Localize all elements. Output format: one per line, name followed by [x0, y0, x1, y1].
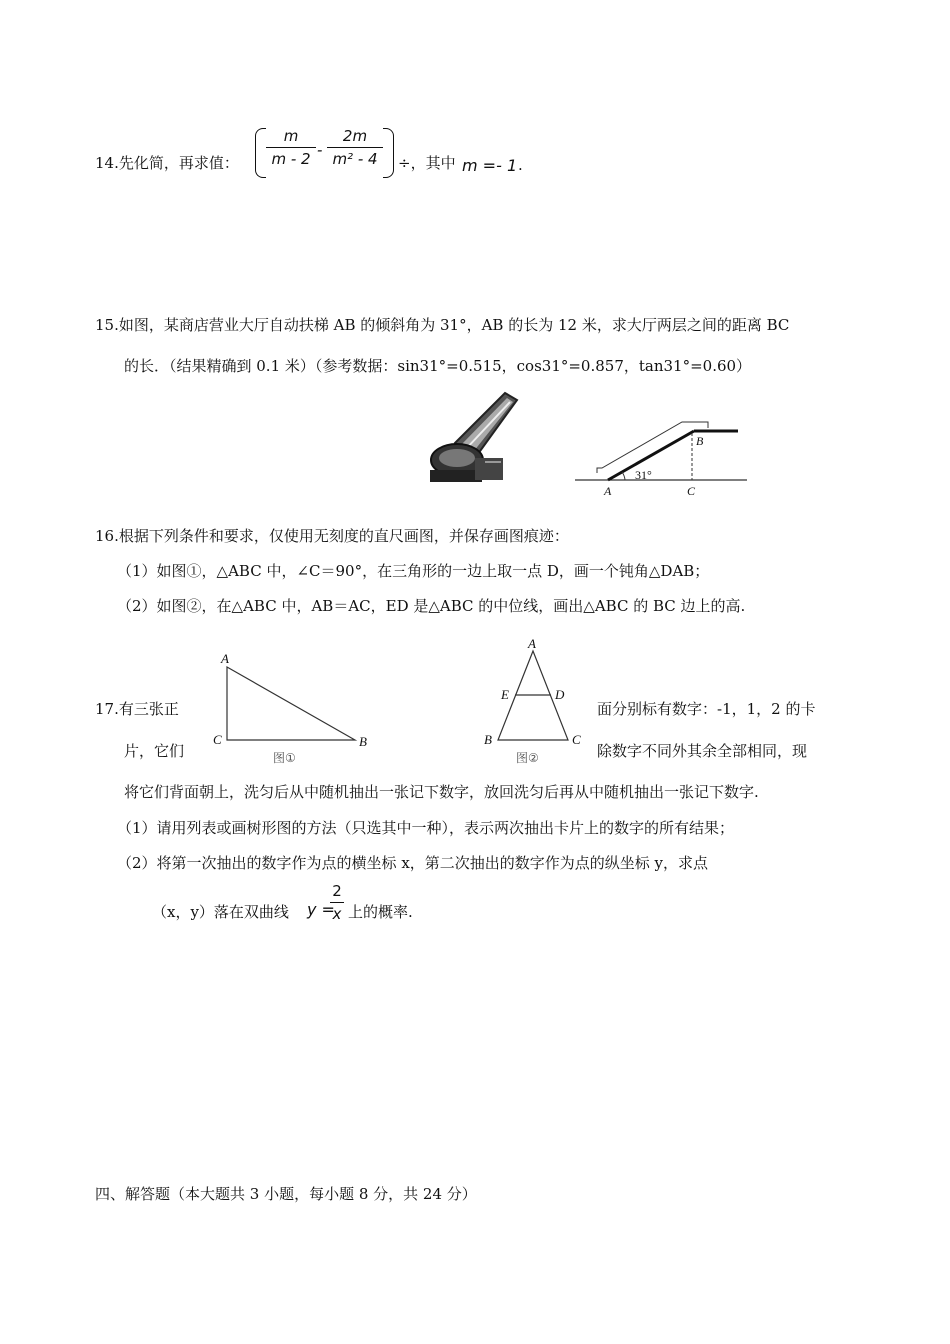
q17-line6-a: （x，y）落在双曲线 [152, 903, 289, 921]
fig2-label-E: E [501, 687, 509, 702]
q16-line3: （2）如图②，在△ABC 中，AB＝AC，ED 是△ABC 的中位线，画出△ABC 的 BC 边上的高. [117, 597, 746, 615]
fig1-label-A: A [221, 651, 229, 666]
fig2-label-A: A [528, 636, 536, 651]
q17-line1-right: 面分别标有数字：-1，1，2 的卡 [597, 700, 816, 718]
q15-diagram [575, 418, 750, 500]
q14-frac1-denominator: m - 2 [271, 150, 311, 168]
fig2-label-D: D [555, 687, 565, 702]
q14-after: ÷，其中 [398, 154, 456, 172]
q16-line2: （1）如图①，△ABC 中，∠C＝90°，在三角形的一边上取一点 D，画一个钝角△DAB； [117, 562, 710, 580]
q15-line1: 15.如图，某商店营业大厅自动扶梯 AB 的倾斜角为 31°，AB 的长为 12 米，求大厅两层之间的距离 BC [95, 316, 790, 334]
triangle-abc-1 [227, 667, 355, 740]
q14-value: m =- 1 [462, 156, 518, 175]
q17-line5: （2）将第一次抽出的数字作为点的横坐标 x，第二次抽出的数字作为点的纵坐标 y，求点 [117, 854, 709, 872]
q14-left-paren [255, 128, 266, 178]
q16-line1: 16.根据下列条件和要求，仅使用无刻度的直尺画图，并保存画图痕迹： [95, 527, 569, 545]
label-C: C [687, 484, 696, 498]
q14-frac1-bar [266, 147, 316, 148]
label-B: B [696, 434, 704, 448]
q17-frac-bar [330, 902, 344, 903]
q17-fraction [330, 881, 344, 924]
q17-line1-left: 17.有三张正 [95, 700, 179, 718]
q17-line2-left: 片，它们 [124, 742, 185, 760]
q17-frac-denominator: x [332, 905, 342, 923]
fig1-label-C: C [213, 732, 222, 747]
q14-fraction-1 [266, 126, 316, 169]
q14-number: 14. [95, 154, 119, 172]
q17-line2-right: 除数字不同外其余全部相同，现 [597, 742, 808, 760]
label-A: A [604, 484, 612, 498]
angle-label: 31° [635, 468, 652, 482]
q16-figure-2 [480, 636, 590, 770]
q17-line3: 将它们背面朝上，洗匀后从中随机抽出一张记下数字，放回洗匀后再从中随机抽出一张记下数字. [124, 783, 759, 801]
fig2-label-B: B [484, 732, 492, 747]
q14-minus: - [317, 141, 323, 159]
q14-frac2-bar [327, 147, 383, 148]
fig1-label-B: B [359, 734, 367, 749]
q14-frac1-numerator: m [283, 127, 299, 145]
escalator-photo [425, 388, 520, 485]
q17-line6-y: y = [307, 900, 335, 919]
q17-line6-b: 上的概率. [348, 903, 413, 921]
fig2-caption: 图② [516, 751, 539, 765]
q16-figure-1 [210, 648, 380, 768]
q17-frac-numerator: 2 [332, 882, 342, 900]
section4-title: 四、解答题（本大题共 3 小题，每小题 8 分，共 24 分） [95, 1185, 477, 1203]
q14-end: . [518, 156, 523, 174]
q14-text: 先化简，再求值： [118, 154, 239, 172]
q14-fraction-2 [327, 126, 383, 169]
q14-frac2-numerator: 2m [342, 127, 368, 145]
q14-right-paren [383, 128, 394, 178]
fig2-label-C: C [572, 732, 581, 747]
handrail [597, 422, 708, 473]
fig1-caption: 图① [273, 751, 296, 765]
q15-line2: 的长．（结果精确到 0.1 米）（参考数据：sin31°=0.515，cos31°=0.857，tan31°=0.60） [124, 357, 752, 375]
q14-frac2-denominator: m² - 4 [332, 150, 378, 168]
q17-line4: （1）请用列表或画树形图的方法（只选其中一种），表示两次抽出卡片上的数字的所有结果； [117, 819, 735, 837]
q14-number-and-text [95, 152, 239, 173]
angle-arc [622, 472, 625, 480]
